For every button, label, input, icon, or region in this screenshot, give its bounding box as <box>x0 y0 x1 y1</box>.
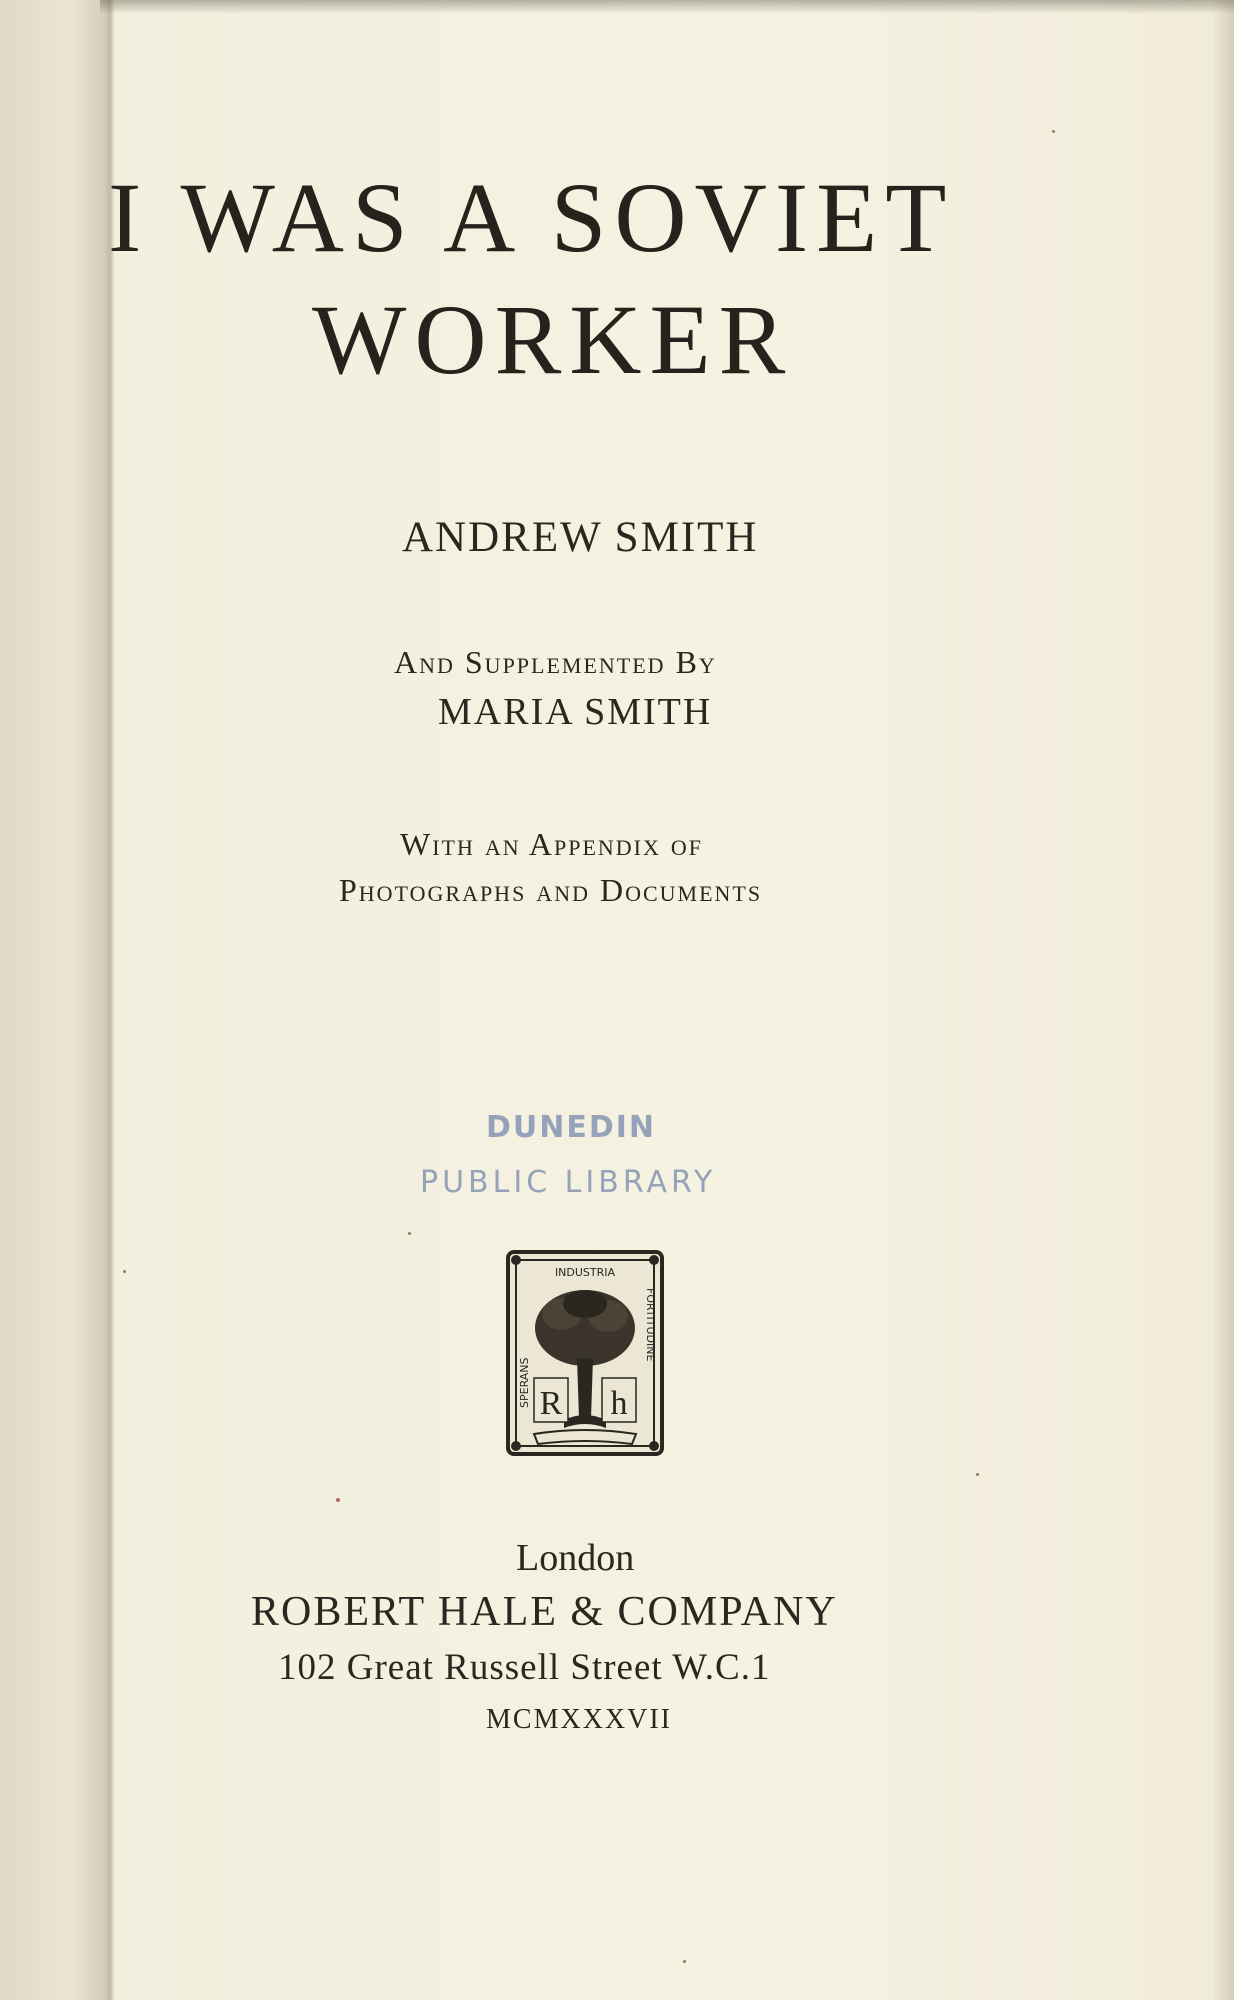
paper-speck <box>1052 130 1055 133</box>
library-stamp-line-1: DUNEDIN <box>486 1110 657 1145</box>
paper-speck <box>976 1473 979 1476</box>
paper-speck <box>408 1232 411 1235</box>
publisher-name: ROBERT HALE & COMPANY <box>251 1589 838 1635</box>
book-title-line-2: WORKER <box>312 284 794 395</box>
appendix-line-1: With an Appendix of <box>400 826 703 862</box>
library-stamp-line-2: PUBLIC LIBRARY <box>420 1165 717 1200</box>
emblem-motto-left: SPERANS <box>518 1357 531 1408</box>
publication-year: MCMXXXVII <box>486 1704 672 1735</box>
emblem-motto-top: INDUSTRIA <box>554 1266 616 1279</box>
supplement-author: MARIA SMITH <box>438 691 713 733</box>
paper-speck <box>123 1270 126 1273</box>
publisher-emblem <box>504 1248 666 1458</box>
page-right-edge <box>1212 0 1234 2000</box>
supplement-label: And Supplemented By <box>394 644 717 680</box>
page-top-shadow <box>100 0 1234 14</box>
emblem-motto-right: FORTITUDINE <box>644 1288 657 1362</box>
author-name: ANDREW SMITH <box>402 514 759 561</box>
paper-speck <box>336 1498 340 1502</box>
paper-speck <box>683 1960 686 1963</box>
publication-place: London <box>516 1537 635 1579</box>
publisher-address: 102 Great Russell Street W.C.1 <box>278 1647 771 1688</box>
emblem-initial-right: h <box>610 1385 628 1422</box>
appendix-line-2: Photographs and Documents <box>339 872 763 908</box>
binding-edge <box>0 0 114 2000</box>
book-title-line-1: I WAS A SOVIET <box>108 162 955 273</box>
emblem-initial-left: R <box>539 1385 563 1422</box>
